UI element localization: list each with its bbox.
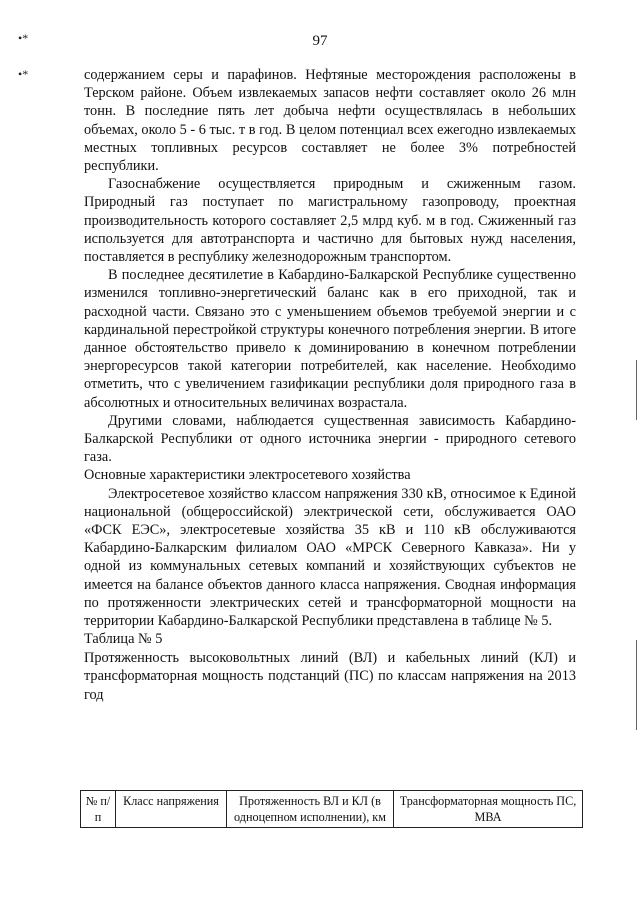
- table-header-cell: № п/п: [81, 791, 116, 828]
- margin-mark: •*: [18, 31, 29, 45]
- table-header-row: [81, 791, 583, 828]
- paragraph: Другими словами, наблюдается существенная зависимость Кабардино-Балкарской Республики от одного источника энергии - природного сетевого газа.: [84, 412, 576, 466]
- margin-mark: •*: [18, 67, 29, 81]
- table-header-cell: Класс напряжения: [116, 791, 227, 828]
- paragraph: В последнее десятилетие в Кабардино-Балкарской Республике существенно изменился топливно-энергетический баланс как в его приходной, так и расходной части. Связано это с уменьшением объемов требуемой энергии и с кардинальной перестройкой структуры конечного потребления энергии. В итоге данное обстоятельство привело к доминированию в конечном потреблении энергоресурсов такой категории потребителей, как население. Необходимо отметить, что с увеличением газификации республики доля природного газа в абсолютных и относительных величинах возрастала.: [84, 267, 576, 411]
- scan-edge-line: [636, 640, 637, 730]
- paragraph: Электросетевое хозяйство классом напряжения 330 кВ, относимое к Единой национальной (общероссийской) электрической сети, обслуживается ОАО «ФСК ЕЭС», электросетевые хозяйства 35 кВ и 110 кВ обслуживаются Кабардино-Балкарским филиалом ОАО «МРСК Северного Кавказа». Ни у одной из коммунальных сетевых компаний и хозяйствующих субъектов не имеется на балансе объектов данного класса напряжения. Сводная информация по протяженности электрических сетей и трансформаторной мощности на территории Кабардино-Балкарской Республики представлена в таблице № 5.: [84, 485, 576, 630]
- table-caption: Протяженность высоковольтных линий (ВЛ) и кабельных линий (КЛ) и трансформаторная мощность подстанций (ПС) по классам напряжения на 2013 год: [84, 649, 576, 703]
- data-table: [80, 790, 583, 828]
- paragraph: Газоснабжение осуществляется природным и сжиженным газом. Природный газ поступает по магистральному газопроводу, проектная производительность которого составляет 2,5 млрд куб. м в год. Сжиженный газ используется для автотранспорта и частично для бытовых нужд населения, поставляется в республику железнодорожным транспортом.: [84, 176, 576, 266]
- paragraph: содержанием серы и парафинов. Нефтяные месторождения расположены в Терском районе. Объем извлекаемых запасов нефти составляет около 26 млн тонн. В последние пять лет добыча нефти осуществлялась в небольших объемах, около 5 - 6 тыс. т в год. В целом потенциал всех ежегодно извлекаемых местных топливных ресурсов составляет не более 3% потребностей республики.: [84, 67, 576, 175]
- table-header-cell: Трансформаторная мощность ПС, МВА: [394, 791, 583, 828]
- section-heading: Основные характеристики электросетевого хозяйства: [84, 467, 411, 484]
- table-header-cell: Протяженность ВЛ и КЛ (в одноцепном исполнении), км: [227, 791, 394, 828]
- page-number: 97: [312, 33, 328, 49]
- table-label: Таблица № 5: [84, 631, 163, 648]
- document-body: [84, 66, 576, 704]
- scan-edge-line: [636, 360, 637, 420]
